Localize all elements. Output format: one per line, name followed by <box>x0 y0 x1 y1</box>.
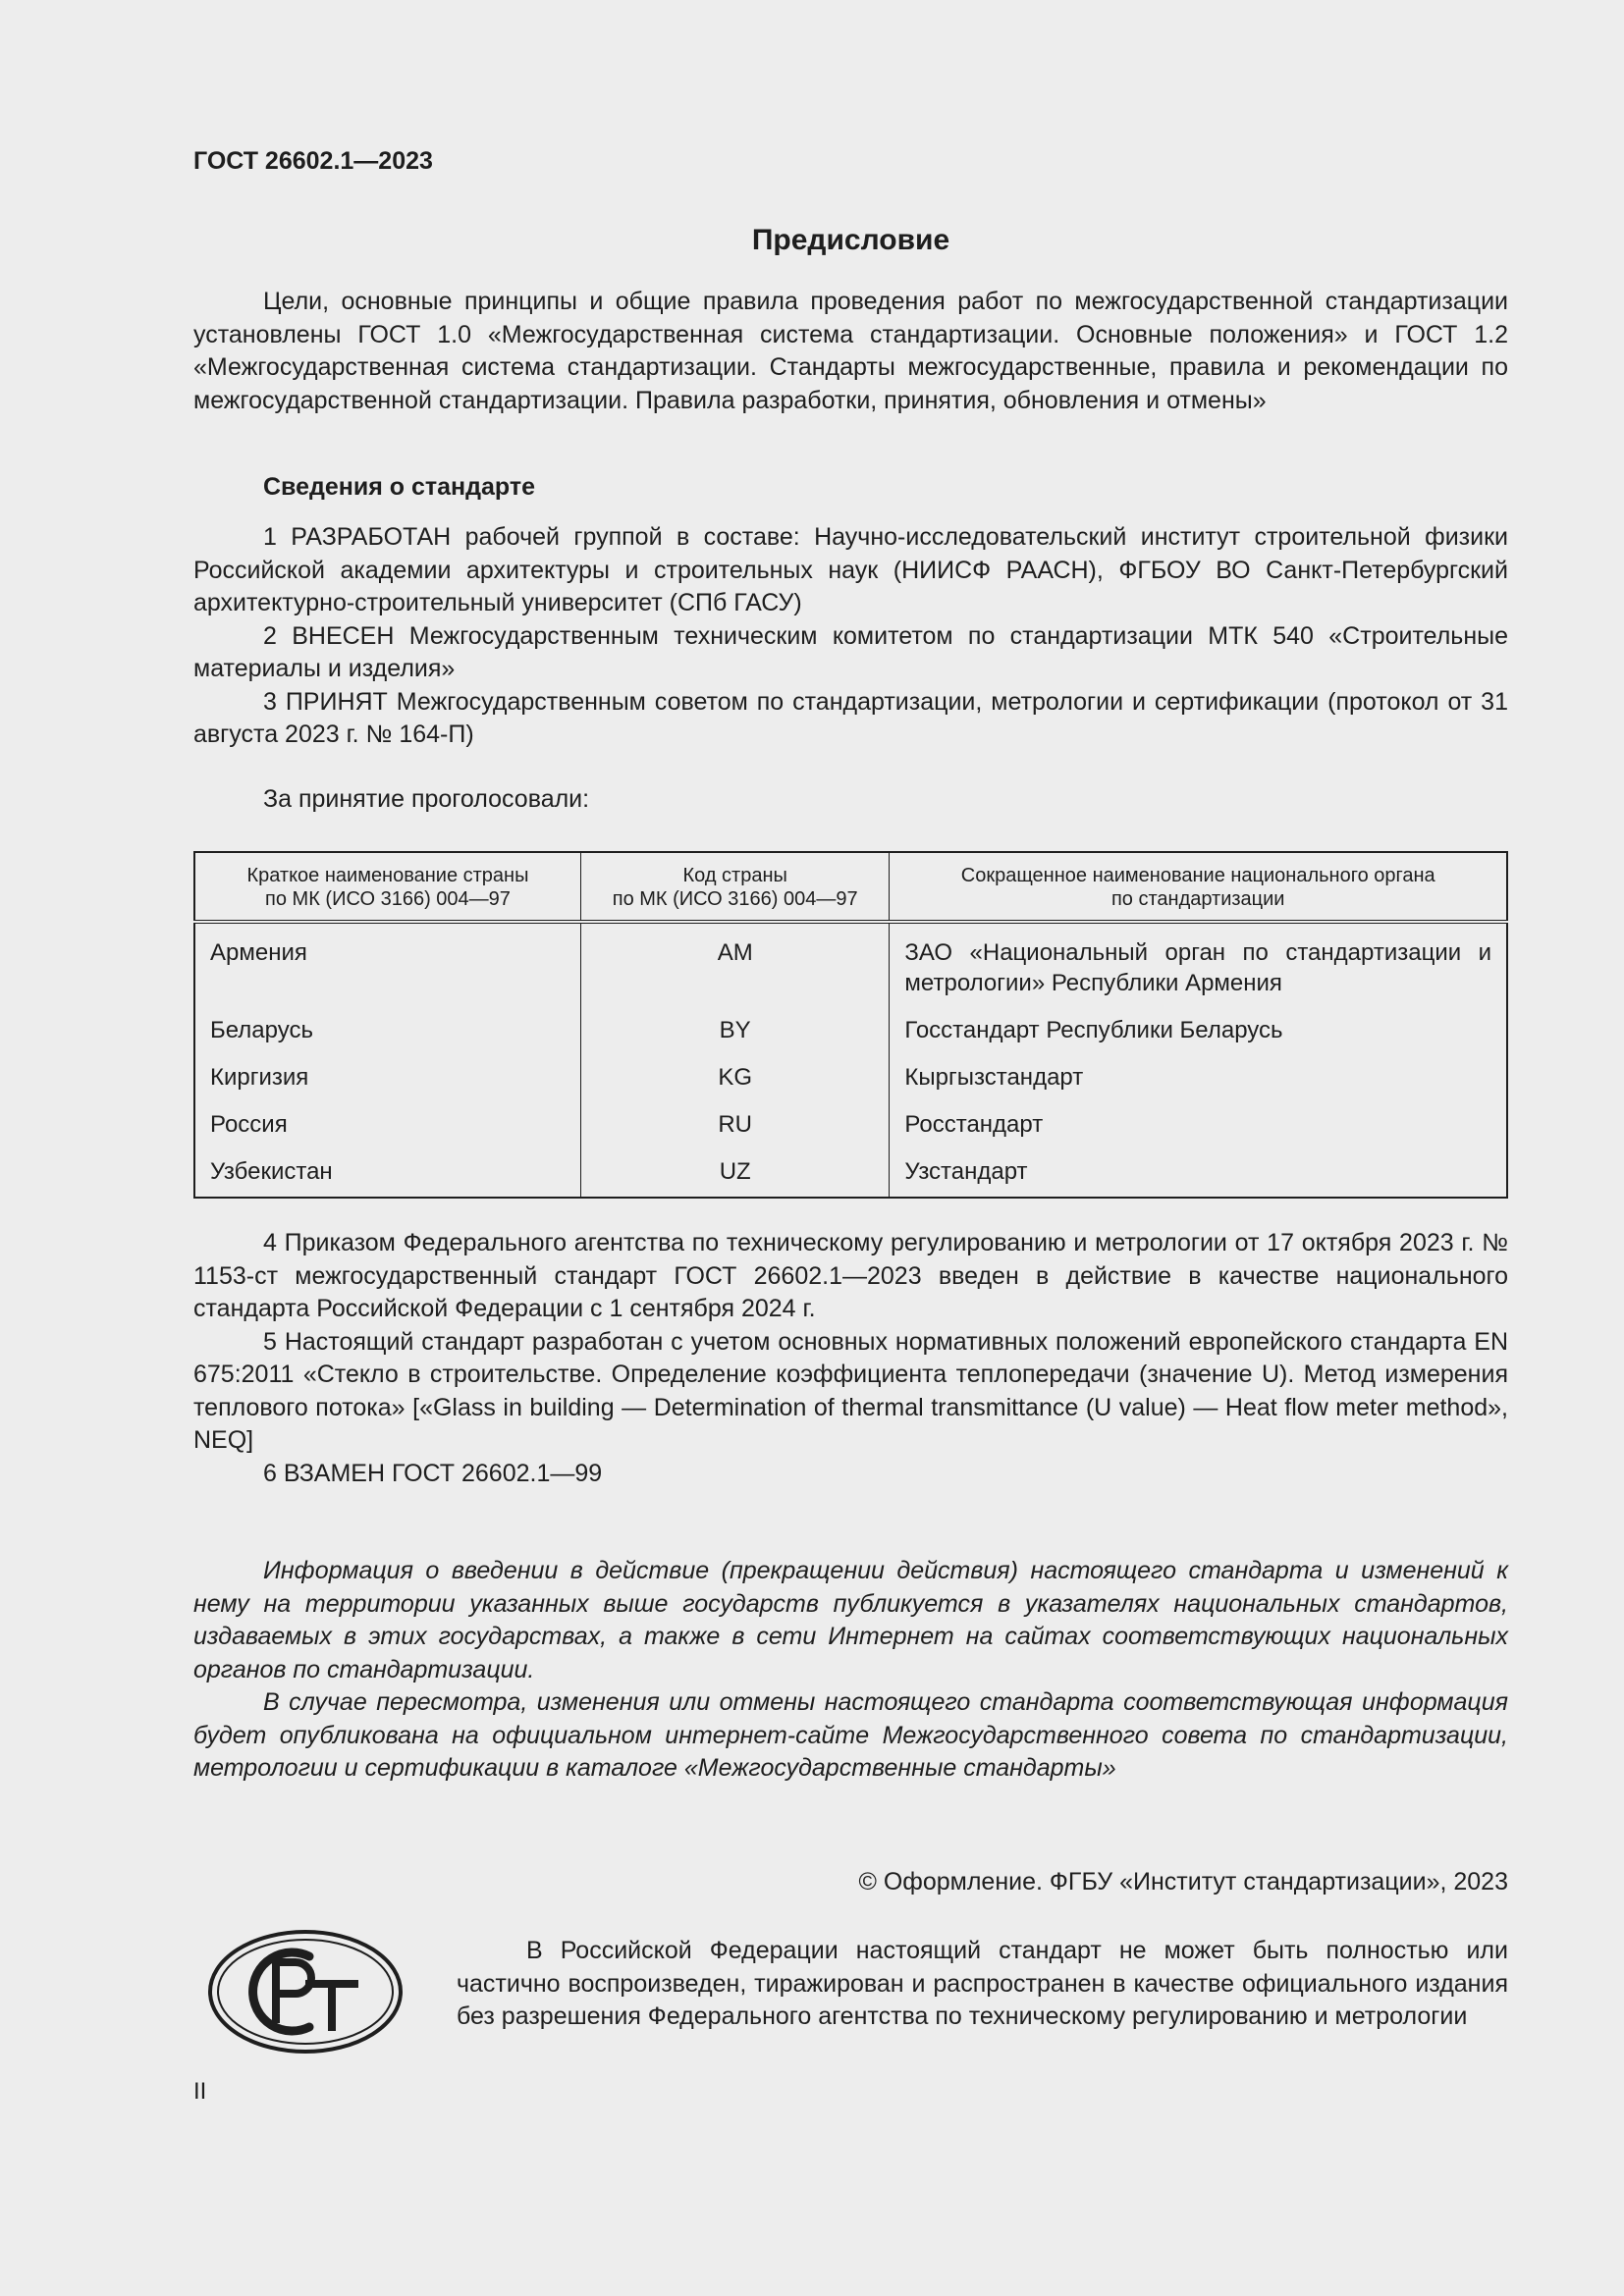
item-6: 6 ВЗАМЕН ГОСТ 26602.1—99 <box>263 1459 603 1487</box>
copyright-line: © Оформление. ФГБУ «Институт стандартизации», 2023 <box>858 1868 1508 1896</box>
italic-info-p2: В случае пересмотра, изменения или отмены настоящего стандарта соответствующая информация будет опубликована на официальном интернет-сайте Межгосударственного совета по стандартизации, метрологии и сертификации в каталоге «Межгосударственные стандарты» <box>193 1688 1508 1782</box>
cell-country: Россия <box>194 1093 580 1140</box>
table-header-row <box>194 852 1507 922</box>
cell-org: Кыргызстандарт <box>904 1064 1084 1091</box>
table-row <box>194 998 1507 1045</box>
header-country: Краткое наименование страны по МК (ИСО 3166) 004—97 <box>194 852 580 922</box>
rst-logo <box>207 1929 404 2055</box>
page-title: Предисловие <box>751 224 950 256</box>
item-3: 3 ПРИНЯТ Межгосударственным советом по стандартизации, метрологии и сертификации (протокол от 31 августа 2023 г. № 164-П) <box>193 687 1508 748</box>
table-row <box>194 922 1507 998</box>
standard-info-heading: Сведения о стандарте <box>263 473 536 501</box>
intro-paragraph: Цели, основные принципы и общие правила проведения работ по межгосударственной стандартизации установлены ГОСТ 1.0 «Межгосударственная система стандартизации. Основные положения» и ГОСТ 1.2 «Межгосударственная система стандартизации. Стандарты межгосударственные, правила и рекомендации по межгосударственной стандартизации. Правила разработки, принятия, обновления и отмены» <box>193 288 1508 414</box>
cell-code: RU <box>580 1093 889 1140</box>
cell-country: Узбекистан <box>194 1140 580 1198</box>
header-org: Сокращенное наименование национального органа по стандартизации <box>890 852 1507 922</box>
cell-country: Беларусь <box>194 998 580 1045</box>
cell-org: Госстандарт Республики Беларусь <box>904 1017 1283 1043</box>
cell-code: BY <box>580 998 889 1045</box>
voted-label: За принятие проголосовали: <box>263 785 590 813</box>
cell-org: Узстандарт <box>904 1158 1028 1185</box>
italic-info-p1: Информация о введении в действие (прекращении действия) настоящего стандарта и изменений к нему на территории указанных выше государств публикуется в указателях национальных стандартов, издаваемых в этих государствах, а также в сети Интернет на сайтах соответствующих национальных органов по стандартизации. <box>193 1557 1508 1683</box>
doc-code-header: ГОСТ 26602.1—2023 <box>193 147 433 175</box>
item-2: 2 ВНЕСЕН Межгосударственным техническим комитетом по стандартизации МТК 540 «Строительные материалы и изделия» <box>193 621 1508 682</box>
page-number: II <box>193 2078 207 2105</box>
cell-code: AM <box>580 922 889 998</box>
copyright-notice: В Российской Федерации настоящий стандарт не может быть полностью или частично воспроизведен, тиражирован и распространен в качестве официального издания без разрешения Федерального агентства по техническому регулированию и метрологии <box>457 1937 1508 2030</box>
cell-code: UZ <box>580 1140 889 1198</box>
header-code: Код страны по МК (ИСО 3166) 004—97 <box>580 852 889 922</box>
standard-info-items <box>193 521 1508 752</box>
table-row <box>194 1045 1507 1093</box>
item-1: 1 РАЗРАБОТАН рабочей группой в составе: Научно-исследовательский институт строительной физики Российской академии архитектуры и строительных наук (НИИСФ РААСН), ФГБОУ ВО Санкт-Петербургский архитектурно-строительный университет (СПб ГАСУ) <box>193 523 1508 616</box>
item-4: 4 Приказом Федерального агентства по техническому регулированию и метрологии от 17 октября 2023 г. № 1153-ст межгосударственный стандарт ГОСТ 26602.1—2023 введен в действие в качестве национального стандарта Российской Федерации с 1 сентября 2024 г. <box>193 1229 1508 1322</box>
cell-org: ЗАО «Национальный орган по стандартизации и метрологии» Республики Армения <box>904 939 1491 996</box>
italic-info-block <box>193 1555 1508 1786</box>
voting-countries-table <box>193 851 1508 1199</box>
table-row <box>194 1093 1507 1140</box>
cell-org: Росстандарт <box>904 1111 1044 1138</box>
table-row <box>194 1140 1507 1198</box>
cell-country: Армения <box>194 922 580 998</box>
cell-code: KG <box>580 1045 889 1093</box>
standard-info-items-cont <box>193 1227 1508 1490</box>
item-5: 5 Настоящий стандарт разработан с учетом основных нормативных положений европейского стандарта EN 675:2011 «Стекло в строительстве. Определение коэффициента теплопередачи (значение U). Метод измерения теплового потока» [«Glass in building — Determination of thermal transmittance (U value) — Heat flow meter method», NEQ] <box>193 1327 1508 1454</box>
cell-country: Киргизия <box>194 1045 580 1093</box>
